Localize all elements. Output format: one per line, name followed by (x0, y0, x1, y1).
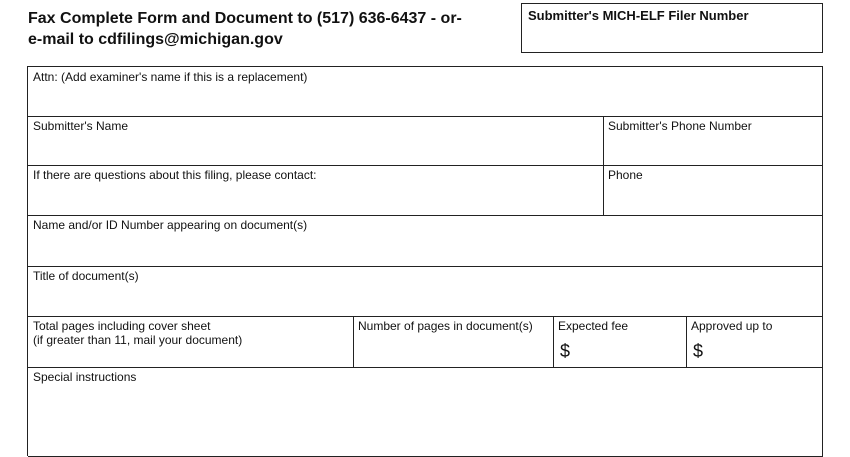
contact-label: If there are questions about this filing, please contact: (33, 168, 317, 182)
page-title (28, 8, 508, 50)
num-pages-label: Number of pages in document(s) (358, 319, 533, 333)
expected-fee-label: Expected fee (558, 319, 629, 333)
total-pages-field[interactable] (28, 316, 354, 368)
filer-number-label: Submitter's MICH-ELF Filer Number (528, 8, 749, 23)
fax-cover-form (27, 66, 823, 456)
submitter-name-label: Submitter's Name (33, 119, 128, 133)
title-docs-label: Title of document(s) (33, 269, 139, 283)
title-line-email: e-mail to cdfilings@michigan.gov (28, 31, 283, 48)
title-line-fax: Fax Complete Form and Document to (517) 636-6437 - or- (28, 10, 462, 27)
name-id-field[interactable] (28, 215, 823, 267)
submitter-name-field[interactable] (28, 116, 604, 166)
filer-number-box[interactable] (521, 3, 823, 53)
approved-label: Approved up to (691, 319, 773, 333)
contact-phone-field[interactable] (603, 165, 823, 216)
attn-field[interactable] (28, 67, 823, 117)
submitter-phone-field[interactable] (603, 116, 823, 166)
attn-label: Attn: (Add examiner's name if this is a replacement) (33, 70, 308, 84)
special-instructions-label: Special instructions (33, 370, 137, 384)
submitter-phone-label: Submitter's Phone Number (608, 119, 752, 133)
num-pages-field[interactable] (353, 316, 554, 368)
approved-field[interactable] (686, 316, 823, 368)
special-instructions-field[interactable] (28, 367, 823, 457)
contact-phone-label: Phone (608, 168, 643, 182)
expected-fee-field[interactable] (553, 316, 687, 368)
total-pages-label: Total pages including cover sheet (if greater than 11, mail your document) (33, 319, 243, 347)
expected-fee-currency: $ (560, 341, 571, 361)
title-docs-field[interactable] (28, 266, 823, 317)
contact-field[interactable] (28, 165, 604, 216)
approved-currency: $ (693, 341, 704, 361)
name-id-label: Name and/or ID Number appearing on document(s) (33, 218, 308, 232)
